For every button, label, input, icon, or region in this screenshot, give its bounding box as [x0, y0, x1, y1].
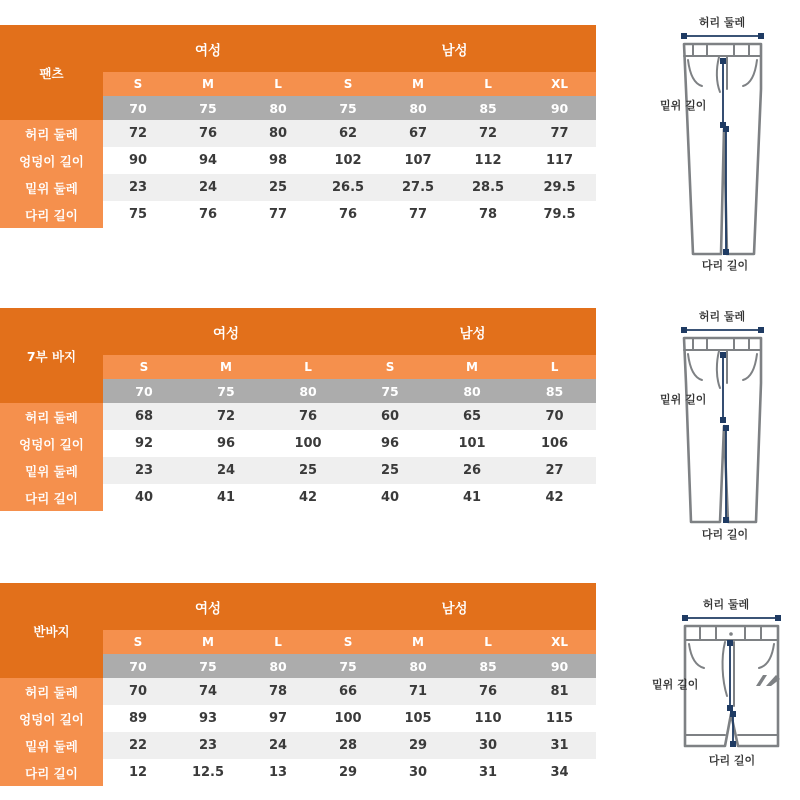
table-cell: 31 — [523, 732, 596, 759]
reference-size: 80 — [431, 379, 513, 403]
fly-line — [723, 642, 727, 696]
measurement-label: 엉덩이 길이 — [0, 430, 103, 457]
table-row — [0, 174, 596, 201]
size-header: XL — [523, 72, 596, 96]
table-row — [0, 430, 596, 457]
table-cell: 12 — [103, 759, 173, 786]
table-row — [0, 201, 596, 228]
left-pocket — [689, 644, 704, 668]
table-row — [0, 120, 596, 147]
size-header: M — [383, 630, 453, 654]
table-cell: 72 — [185, 403, 267, 430]
table-cell: 100 — [267, 430, 349, 457]
rise-measure-endpoint — [720, 417, 726, 423]
measurement-diagram-pants — [630, 14, 800, 274]
table-cell: 60 — [349, 403, 431, 430]
size-header: S — [349, 355, 431, 379]
table-cell: 76 — [313, 201, 383, 228]
table-cell: 76 — [173, 201, 243, 228]
table-cell: 27.5 — [383, 174, 453, 201]
table-cell: 34 — [523, 759, 596, 786]
leg-measure-endpoint — [730, 741, 736, 747]
measurement-diagram-cropped-pants — [630, 308, 800, 548]
reference-size: 80 — [243, 96, 313, 120]
size-header: S — [103, 630, 173, 654]
size-header: L — [513, 355, 596, 379]
new-balance-logo-icon — [756, 675, 780, 686]
table-cell: 28 — [313, 732, 383, 759]
table-cell: 74 — [173, 678, 243, 705]
rise-measure-label: 밑위 길이 — [660, 99, 707, 112]
table-row — [0, 484, 596, 511]
table-cell: 101 — [431, 430, 513, 457]
table-cell: 76 — [267, 403, 349, 430]
table-cell: 70 — [513, 403, 596, 430]
table-cell: 77 — [243, 201, 313, 228]
table-cell: 97 — [243, 705, 313, 732]
size-table — [0, 25, 596, 228]
table-cell: 29 — [313, 759, 383, 786]
reference-size: 90 — [523, 654, 596, 678]
right-pocket — [743, 354, 757, 380]
reference-size: 80 — [383, 654, 453, 678]
gender-header-men: 남성 — [349, 308, 596, 355]
table-cell: 70 — [103, 678, 173, 705]
table-cell: 110 — [453, 705, 523, 732]
table-cell: 94 — [173, 147, 243, 174]
waist-measure-label: 허리 둘레 — [698, 16, 746, 29]
leg-measure-endpoint — [723, 425, 729, 431]
rise-measure-label: 밑위 길이 — [652, 678, 699, 691]
table-cell: 96 — [349, 430, 431, 457]
table-cell: 90 — [103, 147, 173, 174]
table-row — [0, 147, 596, 174]
table-header-row — [0, 308, 596, 355]
rise-measure-label: 밑위 길이 — [660, 393, 707, 406]
table-cell: 96 — [185, 430, 267, 457]
size-header: L — [243, 630, 313, 654]
measurement-label: 허리 둘레 — [0, 403, 103, 430]
category-label: 팬츠 — [0, 25, 103, 120]
table-cell: 68 — [103, 403, 185, 430]
belt-loops — [693, 338, 749, 350]
measurement-label: 밑위 둘레 — [0, 732, 103, 759]
right-pocket — [759, 644, 774, 668]
size-header: M — [383, 72, 453, 96]
leg-measure-label: 다리 길이 — [708, 754, 756, 767]
fly-line — [717, 57, 720, 92]
size-header: S — [103, 355, 185, 379]
measurement-label: 밑위 둘레 — [0, 174, 103, 201]
waist-button-icon — [729, 632, 733, 636]
table-cell: 62 — [313, 120, 383, 147]
gender-header-women: 여성 — [103, 583, 313, 630]
size-header: M — [173, 630, 243, 654]
table-cell: 24 — [173, 174, 243, 201]
measurement-label: 허리 둘레 — [0, 120, 103, 147]
table-cell: 67 — [383, 120, 453, 147]
table-cell: 98 — [243, 147, 313, 174]
table-cell: 117 — [523, 147, 596, 174]
rise-measure-endpoint — [720, 352, 726, 358]
table-cell: 112 — [453, 147, 523, 174]
table-cell: 40 — [349, 484, 431, 511]
table-cell: 107 — [383, 147, 453, 174]
table-cell: 93 — [173, 705, 243, 732]
reference-size: 85 — [453, 654, 523, 678]
belt-loops — [693, 44, 749, 56]
table-cell: 71 — [383, 678, 453, 705]
left-pocket — [688, 354, 702, 380]
table-cell: 75 — [103, 201, 173, 228]
leg-measure-endpoint — [723, 126, 729, 132]
measurement-label: 다리 길이 — [0, 484, 103, 511]
table-cell: 78 — [243, 678, 313, 705]
table-cell: 102 — [313, 147, 383, 174]
size-header: S — [313, 72, 383, 96]
table-cell: 105 — [383, 705, 453, 732]
table-cell: 30 — [453, 732, 523, 759]
size-chart-block-pants — [0, 25, 596, 228]
measurement-label: 다리 길이 — [0, 759, 103, 786]
reference-size: 75 — [173, 654, 243, 678]
table-cell: 76 — [173, 120, 243, 147]
table-cell: 89 — [103, 705, 173, 732]
size-chart-block-shorts — [0, 583, 596, 786]
table-cell: 78 — [453, 201, 523, 228]
category-label: 반바지 — [0, 583, 103, 678]
table-cell: 79.5 — [523, 201, 596, 228]
size-header: L — [453, 72, 523, 96]
waist-measure-endpoint — [682, 615, 688, 621]
category-label: 7부 바지 — [0, 308, 103, 403]
table-row — [0, 759, 596, 786]
table-row — [0, 732, 596, 759]
table-cell: 31 — [453, 759, 523, 786]
gender-header-men: 남성 — [313, 25, 596, 72]
table-cell: 115 — [523, 705, 596, 732]
waist-measure-endpoint — [775, 615, 781, 621]
leg-measure-endpoint — [723, 249, 729, 255]
waist-measure-endpoint — [758, 33, 764, 39]
fly-line — [717, 351, 720, 388]
table-header-row — [0, 583, 596, 630]
measurement-label: 허리 둘레 — [0, 678, 103, 705]
table-cell: 77 — [383, 201, 453, 228]
table-cell: 42 — [267, 484, 349, 511]
rise-measure-endpoint — [720, 58, 726, 64]
table-cell: 23 — [103, 174, 173, 201]
measurement-label: 다리 길이 — [0, 201, 103, 228]
table-cell: 29.5 — [523, 174, 596, 201]
left-pocket — [688, 60, 702, 86]
table-cell: 92 — [103, 430, 185, 457]
table-row — [0, 705, 596, 732]
waist-measure-endpoint — [681, 327, 687, 333]
gender-header-women: 여성 — [103, 25, 313, 72]
table-row — [0, 678, 596, 705]
table-cell: 22 — [103, 732, 173, 759]
reference-size: 75 — [173, 96, 243, 120]
waist-measure-label: 허리 둘레 — [698, 310, 746, 323]
rise-measure-endpoint — [727, 705, 733, 711]
table-cell: 26.5 — [313, 174, 383, 201]
size-chart-block-cropped-pants — [0, 308, 596, 511]
reference-size: 90 — [523, 96, 596, 120]
reference-size: 75 — [185, 379, 267, 403]
leg-measure-label: 다리 길이 — [701, 528, 749, 541]
reference-size: 70 — [103, 654, 173, 678]
table-cell: 81 — [523, 678, 596, 705]
table-cell: 24 — [243, 732, 313, 759]
table-cell: 29 — [383, 732, 453, 759]
table-cell: 12.5 — [173, 759, 243, 786]
gender-header-women: 여성 — [103, 308, 349, 355]
size-table — [0, 308, 596, 511]
reference-size: 85 — [513, 379, 596, 403]
size-header: S — [313, 630, 383, 654]
table-cell: 24 — [185, 457, 267, 484]
measurement-label: 엉덩이 길이 — [0, 147, 103, 174]
reference-size: 80 — [243, 654, 313, 678]
table-cell: 25 — [349, 457, 431, 484]
table-cell: 77 — [523, 120, 596, 147]
reference-size: 75 — [313, 654, 383, 678]
table-cell: 106 — [513, 430, 596, 457]
measurement-label: 밑위 둘레 — [0, 457, 103, 484]
table-cell: 23 — [103, 457, 185, 484]
reference-size: 70 — [103, 379, 185, 403]
table-cell: 28.5 — [453, 174, 523, 201]
size-header: L — [243, 72, 313, 96]
rise-measure-endpoint — [727, 640, 733, 646]
right-pocket — [743, 60, 757, 86]
reference-size: 75 — [349, 379, 431, 403]
reference-size: 80 — [267, 379, 349, 403]
table-row — [0, 403, 596, 430]
reference-size: 75 — [313, 96, 383, 120]
size-header: L — [453, 630, 523, 654]
gender-header-men: 남성 — [313, 583, 596, 630]
table-cell: 76 — [453, 678, 523, 705]
table-cell: 23 — [173, 732, 243, 759]
table-cell: 27 — [513, 457, 596, 484]
size-header: M — [431, 355, 513, 379]
table-cell: 26 — [431, 457, 513, 484]
waist-measure-endpoint — [681, 33, 687, 39]
table-cell: 41 — [431, 484, 513, 511]
table-cell: 41 — [185, 484, 267, 511]
table-cell: 65 — [431, 403, 513, 430]
table-cell: 25 — [243, 174, 313, 201]
table-cell: 80 — [243, 120, 313, 147]
reference-size: 80 — [383, 96, 453, 120]
reference-size: 85 — [453, 96, 523, 120]
measurement-label: 엉덩이 길이 — [0, 705, 103, 732]
waist-measure-label: 허리 둘레 — [702, 598, 750, 611]
size-header: M — [185, 355, 267, 379]
table-cell: 100 — [313, 705, 383, 732]
leg-measure-endpoint — [723, 517, 729, 523]
size-header: XL — [523, 630, 596, 654]
table-cell: 66 — [313, 678, 383, 705]
table-cell: 40 — [103, 484, 185, 511]
waist-measure-endpoint — [758, 327, 764, 333]
table-header-row — [0, 25, 596, 72]
size-table — [0, 583, 596, 786]
reference-size: 70 — [103, 96, 173, 120]
measurement-diagram-shorts — [630, 596, 800, 796]
table-cell: 30 — [383, 759, 453, 786]
table-cell: 42 — [513, 484, 596, 511]
size-header: L — [267, 355, 349, 379]
table-cell: 25 — [267, 457, 349, 484]
leg-measure-endpoint — [730, 711, 736, 717]
table-cell: 13 — [243, 759, 313, 786]
leg-measure-label: 다리 길이 — [701, 259, 749, 272]
size-header: S — [103, 72, 173, 96]
table-cell: 72 — [453, 120, 523, 147]
size-header: M — [173, 72, 243, 96]
table-cell: 72 — [103, 120, 173, 147]
table-row — [0, 457, 596, 484]
